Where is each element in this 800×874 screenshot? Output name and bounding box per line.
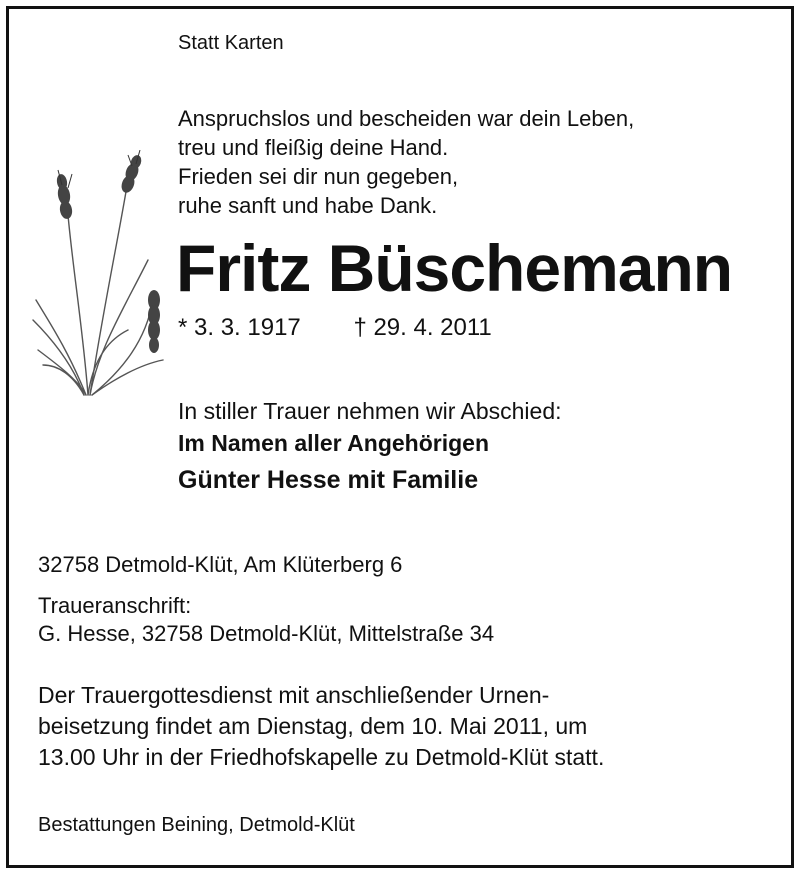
mourners-line-2: Günter Hesse mit Familie <box>178 466 479 494</box>
service-info <box>38 680 604 773</box>
poem-line: ruhe sanft und habe Dank. <box>178 193 438 218</box>
mourners-line-1: Im Namen aller Angehörigen <box>178 430 489 456</box>
header-text: Statt Karten <box>178 32 284 54</box>
wheat-ears-icon <box>28 150 178 400</box>
mourning-address-label: Traueranschrift: <box>38 593 192 618</box>
farewell-text: In stiller Trauer nehmen wir Abschied: <box>178 398 562 424</box>
death-date: † 29. 4. 2011 <box>353 314 492 341</box>
life-dates <box>178 314 492 342</box>
deceased-name: Fritz Büschemann <box>176 231 733 305</box>
funeral-home: Bestattungen Beining, Detmold-Klüt <box>38 814 355 836</box>
poem-line: Frieden sei dir nun gegeben, <box>178 164 459 189</box>
birth-date: * 3. 3. 1917 <box>178 314 301 341</box>
service-line: Der Trauergottesdienst mit anschließender Urnen- <box>38 682 550 708</box>
poem-line: treu und fleißig deine Hand. <box>178 135 449 160</box>
service-line: beisetzung findet am Dienstag, dem 10. Mai 2011, um <box>38 713 588 739</box>
service-line: 13.00 Uhr in der Friedhofskapelle zu Detmold-Klüt statt. <box>38 744 605 770</box>
mourning-address: G. Hesse, 32758 Detmold-Klüt, Mittelstraße 34 <box>38 621 495 646</box>
home-address: 32758 Detmold-Klüt, Am Klüterberg 6 <box>38 552 403 577</box>
poem-line: Anspruchslos und bescheiden war dein Leben, <box>178 106 635 131</box>
poem <box>178 104 634 220</box>
